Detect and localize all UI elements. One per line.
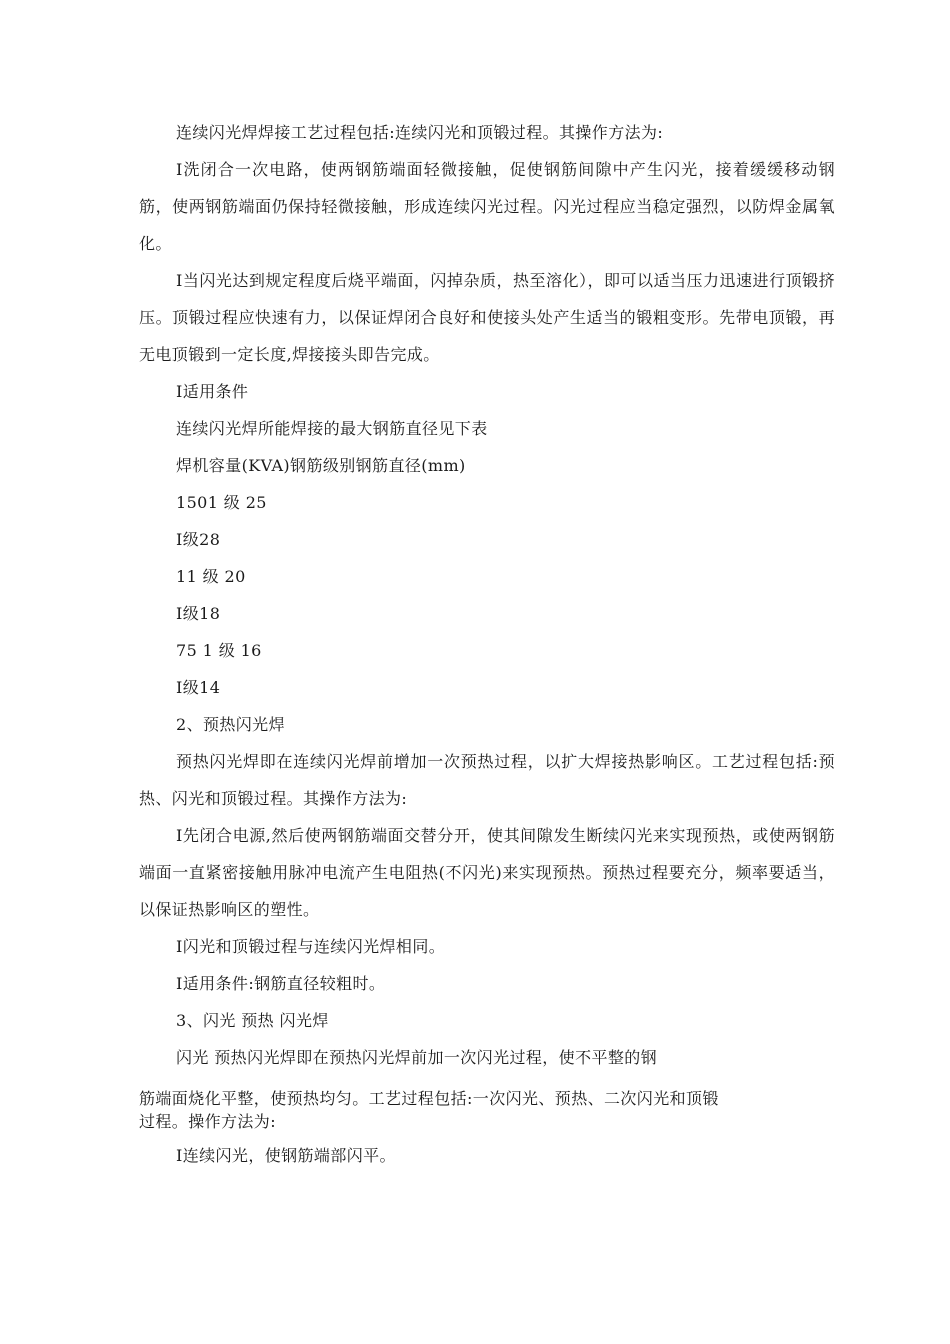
paragraph-fpf-step-1: I连续闪光，使钢筋端部闪平。 xyxy=(176,1146,396,1165)
table-row: 75 1 级 16 xyxy=(176,641,262,660)
paragraph-conditions-heading: I适用条件 xyxy=(176,382,249,401)
paragraph-fpf-intro-line-1: 闪光 预热闪光焊即在预热闪光焊前加一次闪光过程，使不平整的钢 xyxy=(176,1048,658,1067)
table-row: I级28 xyxy=(176,530,221,549)
paragraph-intro: 连续闪光焊焊接工艺过程包括:连续闪光和顶锻过程。其操作方法为: xyxy=(176,123,664,142)
paragraph-step-1: I洗闭合一次电路，使两钢筋端面轻微接触，促使钢筋间隙中产生闪光，接着缓缓移动钢筋，使两钢筋端面仍保持轻微接触，形成连续闪光过程。闪光过程应当稳定强烈，以防焊金属氧化。 xyxy=(139,160,835,253)
paragraph-step-2: I当闪光达到规定程度后烧平端面，闪掉杂质，热至溶化），即可以适当压力迅速进行顶锻挤压。顶锻过程应快速有力，以保证焊闭合良好和使接头处产生适当的锻粗变形。先带电顶锻，再无电顶锻到一定长度,焊接接头即告完成。 xyxy=(139,271,835,364)
section-heading-flash-preheat-flash: 3、闪光 预热 闪光焊 xyxy=(176,1011,329,1030)
paragraph-table-intro: 连续闪光焊所能焊接的最大钢筋直径见下表 xyxy=(176,419,488,438)
paragraph-fpf-intro-line-3: 过程。操作方法为: xyxy=(139,1112,276,1131)
table-row: 1501 级 25 xyxy=(176,493,267,512)
paragraph-preheat-conditions: I适用条件:钢筋直径较粗时。 xyxy=(176,974,386,993)
table-row: 11 级 20 xyxy=(176,567,246,586)
table-row: I级18 xyxy=(176,604,221,623)
table-row: I级14 xyxy=(176,678,221,697)
paragraph-preheat-step-1: I先闭合电源,然后使两钢筋端面交替分开，使其间隙发生断续闪光来实现预热，或使两钢筋端面一直紧密接触用脉冲电流产生电阻热(不闪光)来实现预热。预热过程要充分，频率要适当，以保证热影响区的塑性。 xyxy=(139,826,835,919)
table-header-line: 焊机容量(KVA)钢筋级别钢筋直径(mm) xyxy=(176,456,466,475)
paragraph-preheat-step-2: I闪光和顶锻过程与连续闪光焊相同。 xyxy=(176,937,446,956)
section-heading-preheat: 2、预热闪光焊 xyxy=(176,715,285,734)
paragraph-fpf-intro-line-2: 筋端面烧化平整，使预热均匀。工艺过程包括:一次闪光、预热、二次闪光和顶锻 xyxy=(139,1089,719,1108)
paragraph-preheat-intro: 预热闪光焊即在连续闪光焊前增加一次预热过程，以扩大焊接热影响区。工艺过程包括:预热、闪光和顶锻过程。其操作方法为: xyxy=(139,752,835,808)
